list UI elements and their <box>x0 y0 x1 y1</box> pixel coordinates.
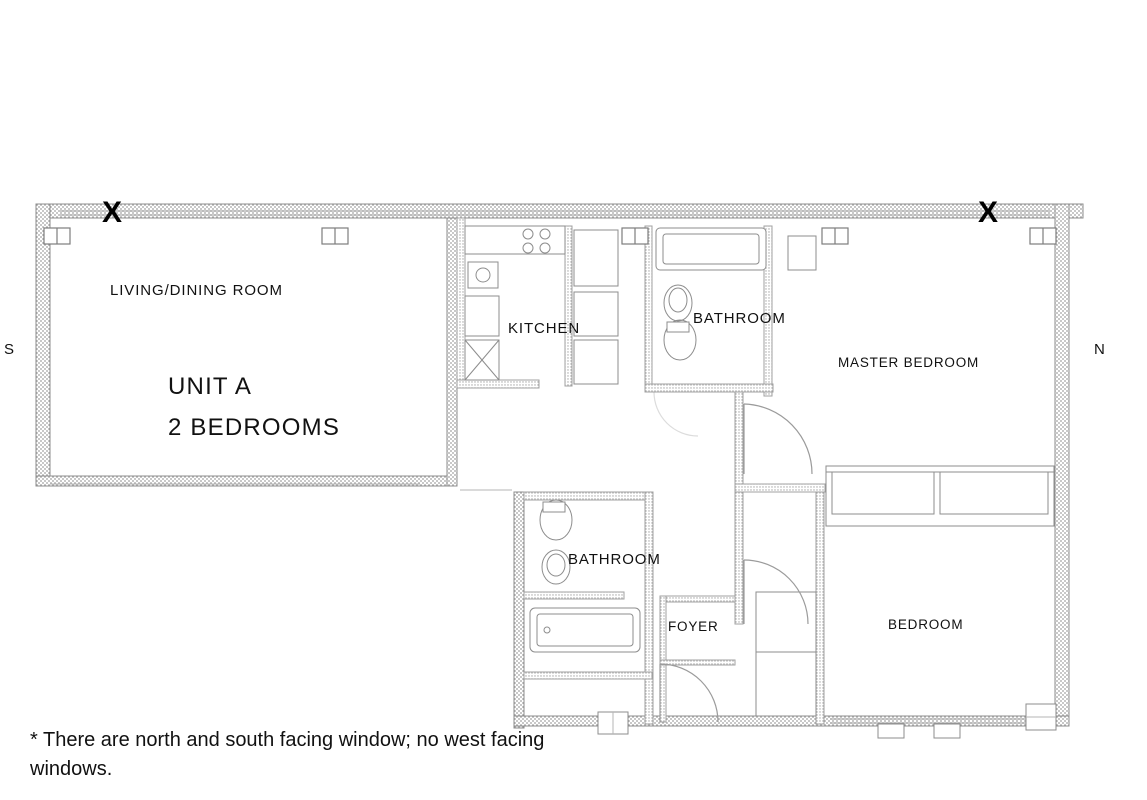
master-closets <box>826 466 1054 526</box>
secondary-bath-fixtures <box>530 500 640 652</box>
compass-north-label: N <box>1094 341 1106 358</box>
room-label-kitchen: KITCHEN <box>508 320 581 337</box>
room-label-living-dining: LIVING/DINING ROOM <box>110 282 283 299</box>
kitchen-fixtures <box>465 226 618 384</box>
room-label-bathroom-master: BATHROOM <box>693 310 786 327</box>
compass-south-label: S <box>4 341 15 358</box>
x-marker-left-icon: X <box>102 196 123 229</box>
x-marker-right-icon: X <box>978 196 999 229</box>
room-label-bedroom: BEDROOM <box>888 617 964 632</box>
room-label-master-bedroom: MASTER BEDROOM <box>838 355 980 370</box>
unit-title-line2: 2 BEDROOMS <box>168 414 341 441</box>
room-label-bathroom-secondary: BATHROOM <box>568 551 661 568</box>
room-label-foyer: FOYER <box>668 619 719 634</box>
master-bath-fixtures <box>656 228 816 360</box>
footnote-text: * There are north and south facing window; no west facing windows. <box>30 729 545 780</box>
unit-title-line1: UNIT A <box>168 373 253 400</box>
